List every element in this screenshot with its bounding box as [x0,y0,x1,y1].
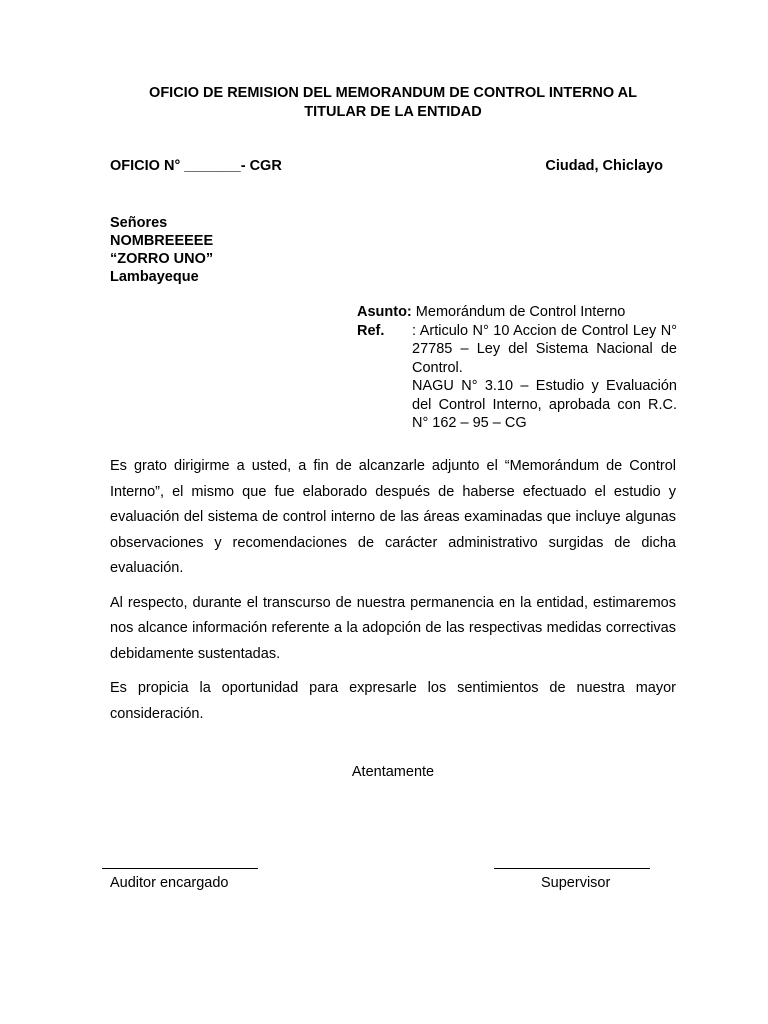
reference-label: Ref. [357,322,385,339]
reference-text [412,322,677,433]
letter-body [110,454,676,736]
signature-label-auditor: Auditor encargado [110,875,229,891]
body-paragraph-1: Es grato dirigirme a usted, a fin de alcanzarle adjunto el “Memorándum de Control Interno”, el mismo que fue elaborado después de haberse efectuado el estudio y evaluación del sistema de control interno de las áreas examinadas que incluye algunas observaciones y recomendaciones de carácter administrativo surgidas de dicha evaluación. [110,458,676,576]
reference-item-2: NAGU N° 3.10 – Estudio y Evaluación del Control Interno, aprobada con R.C. N° 162 – 95 – CG [412,378,677,431]
signature-line-auditor [102,868,258,869]
body-paragraph-2: Al respecto, durante el transcurso de nuestra permanencia en la entidad, estimaremos nos alcance información referente a la adopción de las respectivas medidas correctivas debidamente sustentadas. [110,594,676,662]
document-title [110,84,676,122]
addressee-line-2: NOMBREEEEE [110,233,214,249]
subject-text: Memorándum de Control Interno [415,304,626,320]
subject-reference-block [357,303,677,433]
signature-line-supervisor [494,868,650,869]
subject-label: Asunto: [357,304,412,320]
reference-item-1: : Articulo N° 10 Accion de Control Ley N° 27785 – Ley del Sistema Nacional de Control. [412,322,677,376]
title-line-1: OFICIO DE REMISION DEL MEMORANDUM DE CONTROL INTERNO AL [149,85,637,101]
subject-row [357,303,677,322]
addressee-line-4: Lambayeque [110,269,199,285]
body-paragraph-3: Es propicia la oportunidad para expresarle los sentimientos de nuestra mayor consideración. [110,680,676,722]
oficio-number: OFICIO N° _______- CGR [110,158,282,174]
reference-row [357,322,677,433]
title-line-2: TITULAR DE LA ENTIDAD [304,104,482,120]
closing-salutation: Atentamente [351,764,435,780]
addressee-line-3: “ZORRO UNO” [110,251,214,267]
addressee-block [110,214,213,286]
city-date: Ciudad, Chiclayo [545,158,663,174]
signature-label-supervisor: Supervisor [541,875,611,891]
addressee-line-1: Señores [110,215,168,231]
